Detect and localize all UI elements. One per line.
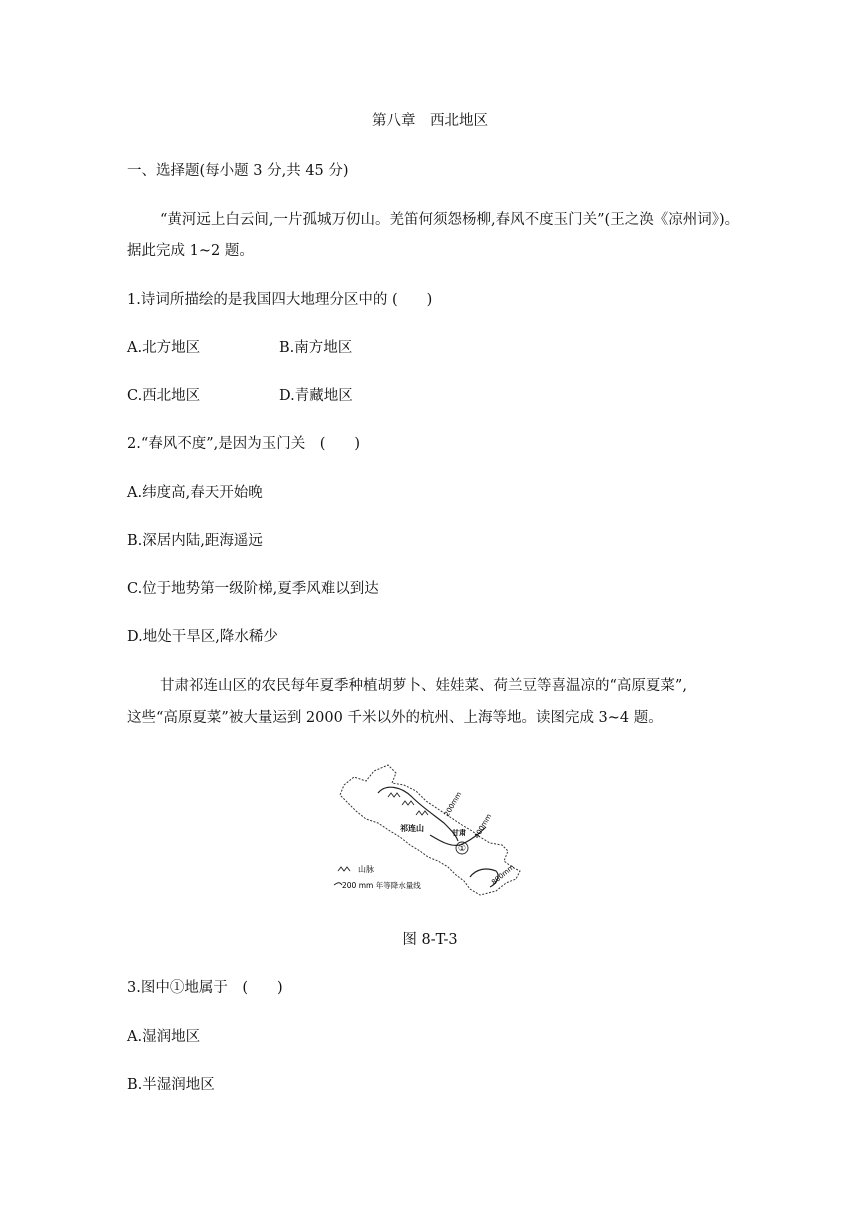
question-3-option-a: A.湿润地区: [127, 1029, 201, 1045]
question-2-option-b: B.深居内陆,距海遥远: [127, 533, 263, 549]
question-2-stem: 2.“春风不度”,是因为玉门关 ( ): [127, 436, 361, 452]
legend-isoline-symbol: [334, 883, 342, 885]
label-qilian-mountain: 祁连山: [400, 824, 424, 833]
province-outline: [340, 765, 520, 895]
question-1-stem: 1.诗词所描绘的是我国四大地理分区中的 ( ): [127, 292, 433, 308]
gansu-map-figure: [330, 757, 530, 899]
site-1-label: ①: [457, 844, 467, 854]
question-2-option-d: D.地处干旱区,降水稀少: [127, 629, 278, 645]
section-heading: 一、选择题(每小题 3 分,共 45 分): [127, 163, 349, 179]
passage-2-line-2: 这些“高原夏菜”被大量运到 2000 千米以外的杭州、上海等地。读图完成 3~4 题。: [127, 710, 663, 726]
legend-isoline-label: 200 mm 年等降水量线: [342, 881, 421, 890]
gansu-map: [330, 757, 530, 899]
legend-mountain-label: 山脉: [358, 865, 374, 874]
question-1-option-b: B.南方地区: [279, 340, 353, 356]
question-3-option-b: B.半湿润地区: [127, 1077, 215, 1093]
page-title: 第八章 西北地区: [372, 113, 488, 129]
question-1-option-c: C.西北地区: [127, 388, 201, 404]
question-1-option-a: A.北方地区: [127, 340, 201, 356]
legend: [334, 864, 421, 890]
question-3-stem: 3.图中①地属于 ( ): [127, 980, 283, 996]
legend-mountain-symbol: [338, 867, 350, 871]
label-800mm: 800mm: [490, 863, 516, 887]
figure-caption: 图 8-T-3: [402, 932, 458, 948]
label-400mm: 400mm: [472, 812, 494, 840]
passage-1-line-2: 据此完成 1~2 题。: [127, 243, 254, 259]
question-2-option-a: A.纬度高,春天开始晚: [127, 485, 263, 501]
question-1-option-d: D.青藏地区: [279, 388, 353, 404]
label-200mm: 200mm: [442, 790, 464, 818]
label-gansu: 甘肃: [452, 829, 466, 837]
question-2-option-c: C.位于地势第一级阶梯,夏季风难以到达: [127, 581, 379, 597]
passage-1-line-1: “黄河远上白云间,一片孤城万仞山。羌笛何须怨杨柳,春风不度玉门关”(王之涣《凉州词》)。: [160, 212, 740, 228]
passage-2-line-1: 甘肃祁连山区的农民每年夏季种植胡萝卜、娃娃菜、荷兰豆等喜温凉的“高原夏菜”,: [160, 678, 687, 694]
